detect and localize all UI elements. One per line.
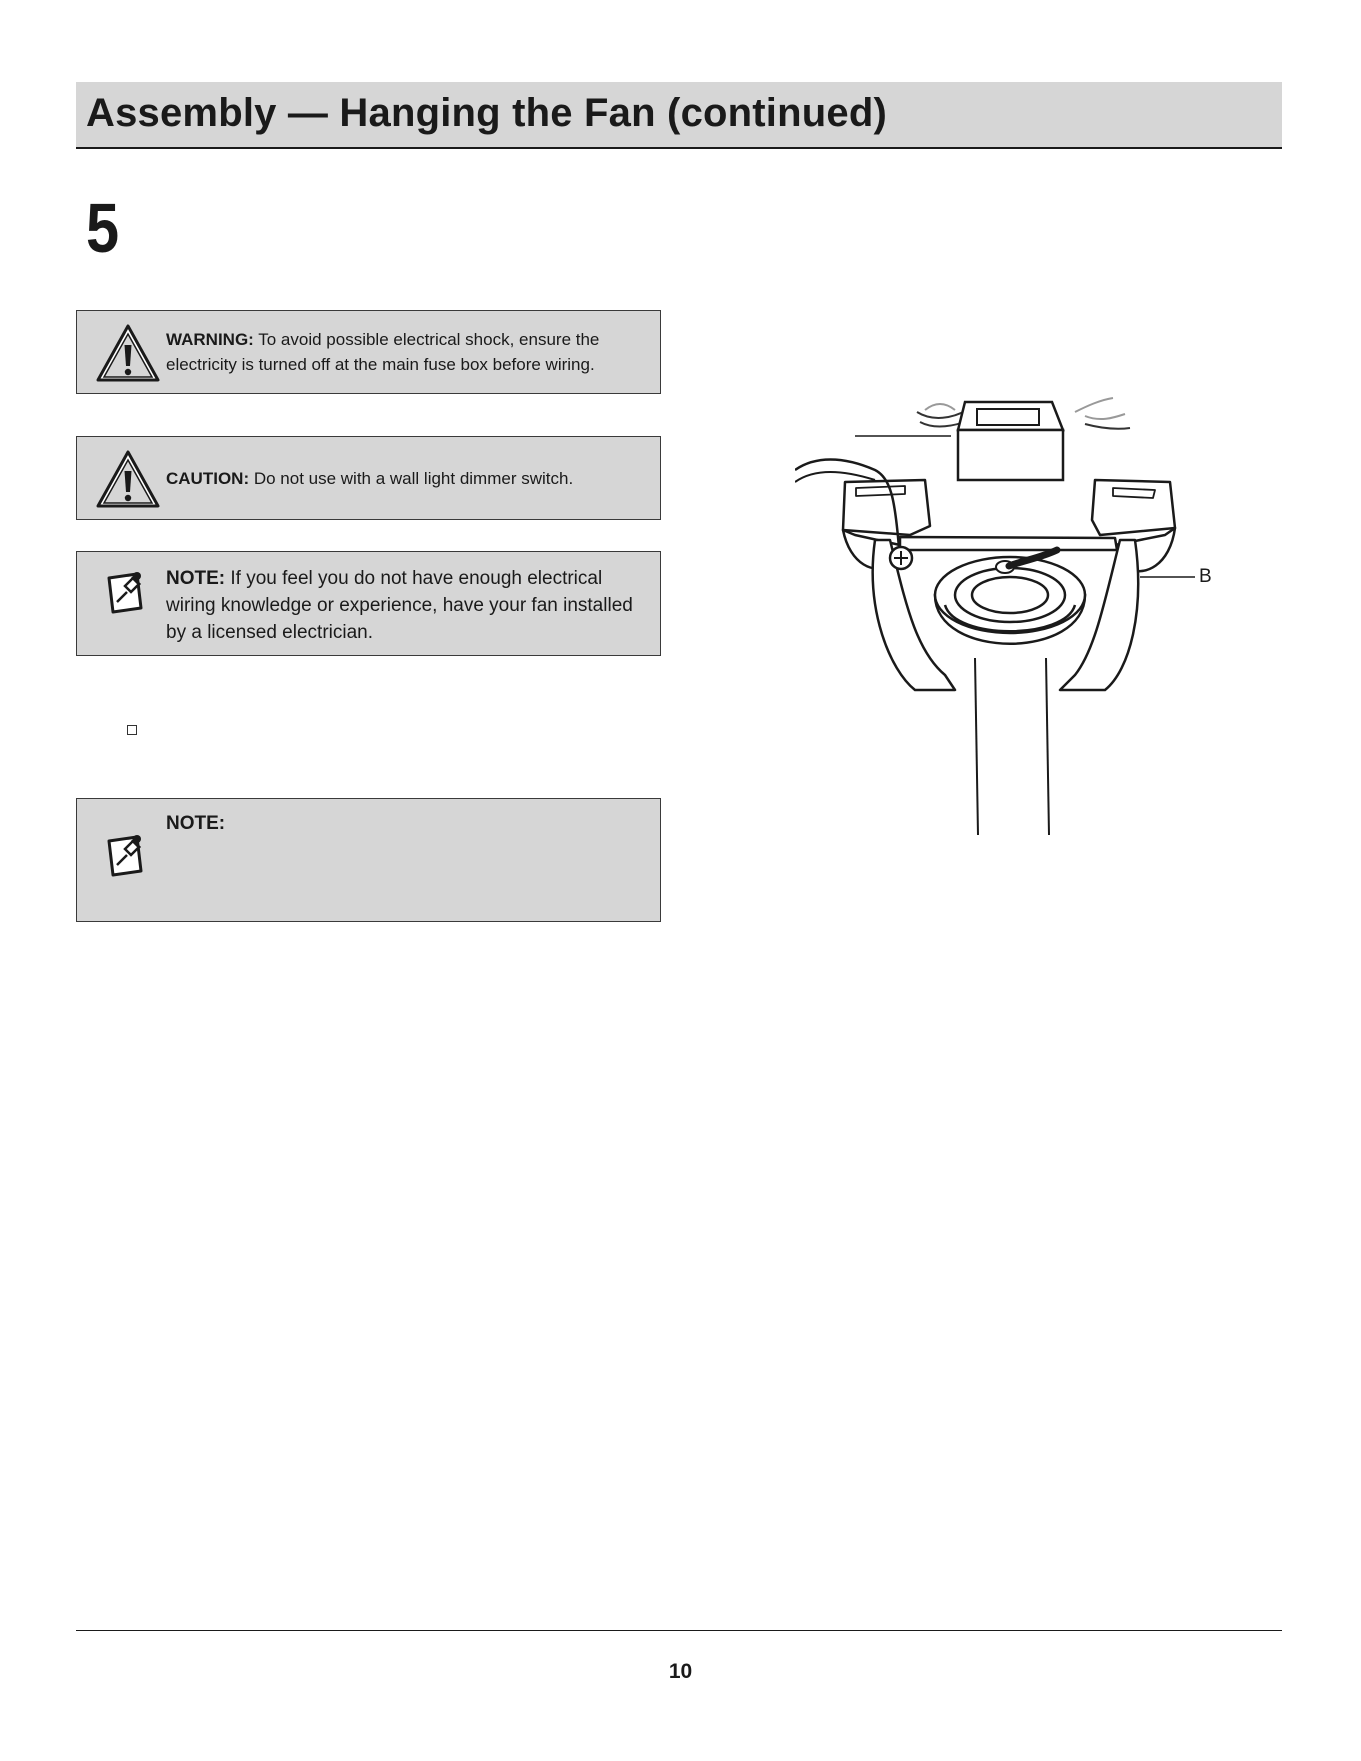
caution-body: Do not use with a wall light dimmer switch. [249,469,574,488]
receiver-box [958,402,1063,480]
warning-body: To avoid possible electrical shock, ensure the electricity is turned off at the main fuse box before wiring. [166,330,600,374]
checkbox[interactable] [127,725,137,735]
note-box-2 [76,798,661,922]
warning-text [166,327,650,377]
section-header [76,82,1282,149]
downrod [975,658,1049,840]
step-number: 5 [86,189,120,267]
pinned-note-icon [103,829,149,884]
caution-text [166,466,650,491]
warning-lead: WARNING: [166,330,254,349]
warning-box [76,310,661,394]
page-title: Assembly — Hanging the Fan (continued) [86,91,887,135]
ground-screw [890,547,912,569]
note-lead: NOTE: [166,568,226,589]
caution-box [76,436,661,520]
fan-bracket-illustration [795,390,1235,840]
note-text [166,565,650,646]
warning-triangle-icon [95,449,161,514]
note-body: If you feel you do not have enough electrical wiring knowledge or experience, have your fan installed by a licensed electrician. [166,568,633,643]
page-number: 10 [668,1660,693,1683]
note-lead-2: NOTE: [166,813,226,834]
warning-triangle-icon [95,323,161,388]
footer-divider [76,1630,1282,1631]
callout-label-b: B [1199,566,1212,587]
note-box [76,551,661,656]
pinned-note-icon [103,566,149,621]
note-text-2 [166,810,650,837]
caution-lead: CAUTION: [166,469,250,488]
